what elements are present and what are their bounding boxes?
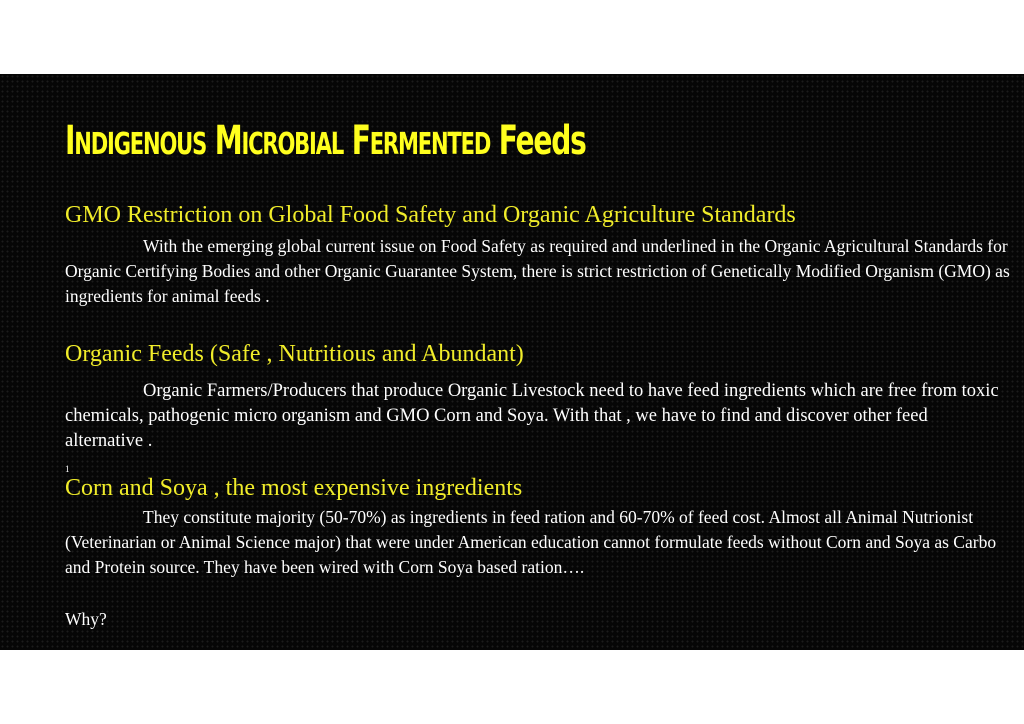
slide bbox=[0, 74, 1024, 650]
stray-mark: 1 bbox=[65, 464, 70, 474]
slide-title: INDIGENOUS MICROBIAL FERMENTED Feeds bbox=[65, 118, 586, 164]
section-body-gmo: With the emerging global current issue on Food Safety as required and underlined in the Organic Agricultural Standards for Organic Certifying Bodies and other Organic Guarantee System, there is strict restriction of Genetically Modified Organism (GMO) as ingredients for animal feeds . bbox=[65, 236, 1010, 306]
section-heading-gmo: GMO Restriction on Global Food Safety and Organic Agriculture Standards bbox=[65, 202, 796, 228]
closing-question: Why? bbox=[65, 609, 107, 629]
section-heading-organic-feeds: Organic Feeds (Safe , Nutritious and Abundant) bbox=[65, 341, 524, 367]
section-body-organic-feeds: Organic Farmers/Producers that produce Organic Livestock need to have feed ingredients which are free from toxic chemicals, pathogenic micro organism and GMO Corn and Soya. With that , we have to find and discover other feed alternative . bbox=[65, 381, 999, 451]
section-heading-corn-soya: Corn and Soya , the most expensive ingredients bbox=[65, 475, 523, 501]
section-body-corn-soya: They constitute majority (50-70%) as ingredients in feed ration and 60-70% of feed cost. Almost all Animal Nutrionist (Veterinarian or Animal Science major) that were under American education cannot formulate feeds without Corn and Soya as Carbo and Protein source. They have been wired with Corn Soya based ration…. bbox=[65, 507, 997, 577]
